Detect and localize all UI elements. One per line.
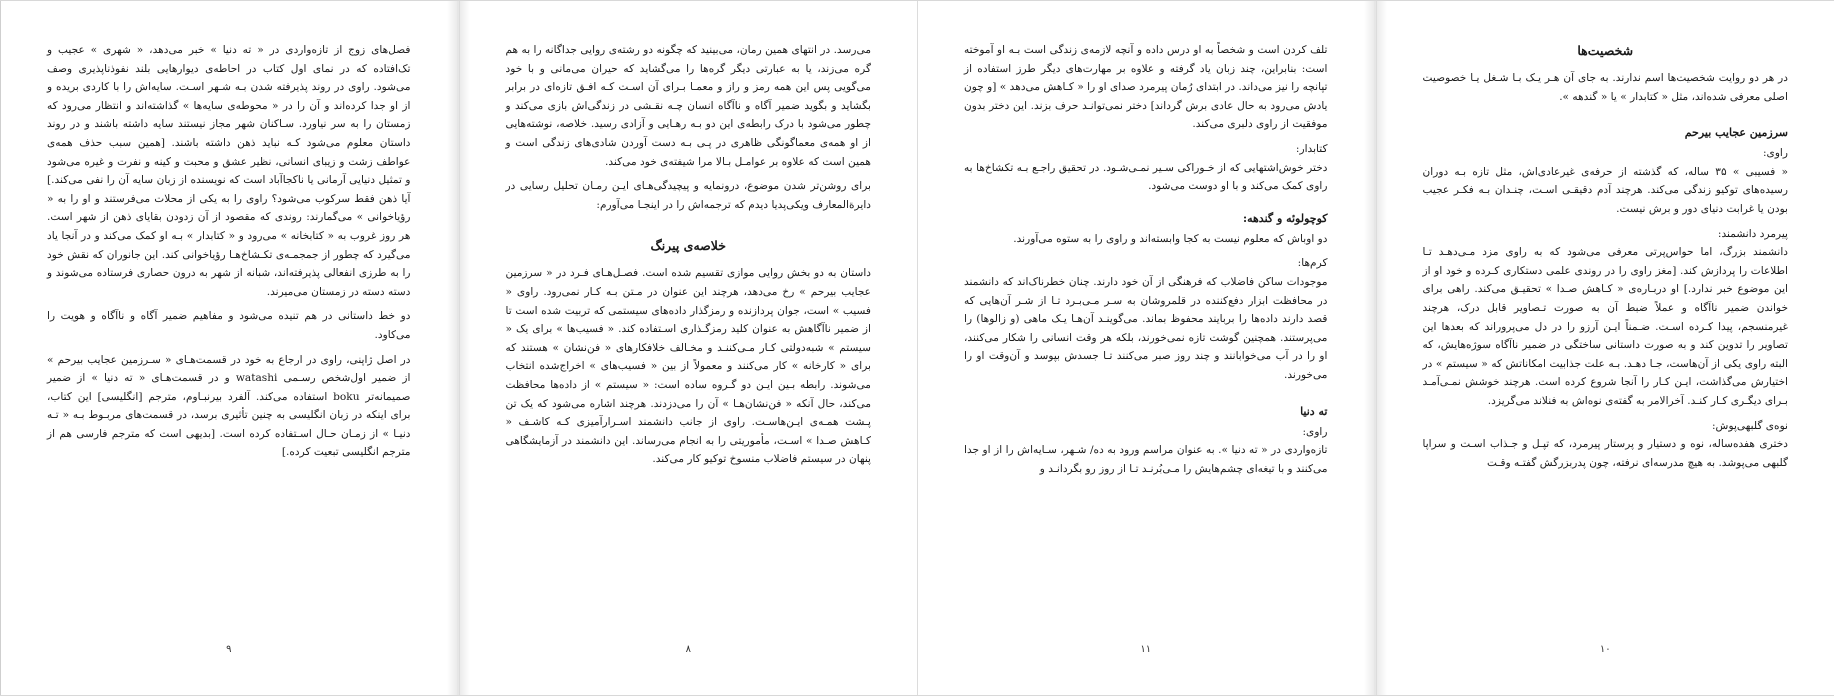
entry-label: نوه‌ی گلبهی‌پوش: — [1711, 419, 1788, 432]
page-number: ۸ — [685, 644, 691, 655]
paragraph: دو خط داستانی در هم تنیده می‌شود و مفاهیم ضمیر آگاه و ناآگاه و هویت را می‌کاود. — [47, 310, 411, 341]
entry-text: تازه‌واردی در « ته دنیا ». به عنوان مراسم ورود به ده/ شـهر، سـایه‌اش را از او جدا می‌کنند و با تیغه‌ای چشم‌هایش را مـی‌بُرنـد تـا از روز رو بگردانـد و — [964, 444, 1328, 475]
paragraph: تلف کردن است و شخصاً به او درس داده و آنچه لازمه‌ی زندگی است بـه او آموخته است: بنابراین، چند زبان یاد گرفته و علاوه بر مهارت‌های دیگر طرز استفاده از تپانچه را نیز می‌داند. در ابتدای رُمان پیرمرد صدای او را « کـاهش می‌دهد » [و چون یادش می‌رود به حال عادی برش گرداند] دختر نمی‌توانـد حرف بزند. این دختر بدون موفقیت از راوی دلبری می‌کند. — [964, 44, 1328, 131]
section-heading: سرزمین عجایب بیرحم — [1684, 126, 1788, 140]
entry-label: پیرمرد دانشمند: — [1717, 227, 1788, 240]
entry-label: کتابدار: — [1295, 142, 1328, 155]
page-number: ۹ — [226, 644, 232, 655]
paragraph: در اصل ژاپنی، راوی در ارجاع به خود در قسمت‌هـای « سـرزمین عجایب بیرحم » از ضمیر اول‌شخص رسـمی watashi و در قسمت‌هـای « ته دنیا » از ضمیر صمیمانه‌تر boku استفاده می‌کند. آلفرد بیرنبـاوم، مترجم [انگلیسی] این کتاب، برای اینکه در زبان انگلیسی به چنین تأثیری برسد، در قسمت‌های مربـوط بـه « تـه دنیـا » از زمـان حـال اسـتفاده کرده است. [بدیهی است که مترجم فارسی هم از مترجم انگلیسی تبعیت کرده.] — [47, 353, 411, 459]
entry-label: کوچولوئه و گندهه: — [1243, 211, 1328, 225]
entry-label: راوی: — [1302, 425, 1328, 438]
page-body — [1423, 41, 1789, 472]
paragraph: داستان به دو بخش روایی موازی تقسیم شده است. فصـل‌هـای فـرد در « سرزمین عجایب بیرحم » رخ می‌دهد، هرچند این عنوان در مـتن بـه کـار نمی‌رود. راوی « فسیب » است، جوان پردازنده و رمزگذار داده‌های سیستمی که تربیت شده است تا از ضمیر ناآگاهش به عنوان کلید رمزگـذاری اسـتفاده کند. « فسیب‌ها » برای یک « سیستم » شبه‌دولتی کـار مـی‌کننـد و مخـالف خلافکارهای « فن‌نشان » هستند که برای « کارخانه » کار می‌کنند و معمولاً از بین « فسیب‌های » اخراج‌شده انتخاب می‌شوند. رابطه بـین ایـن دو گـروه ساده است: « سیستم » از داده‌ها محافظت می‌کند، حال آنکه « فن‌نشان‌هـا » آن را می‌دزدند. هرچند اشاره می‌شود که یک تن پـشت همـه‌ی ایـن‌هاسـت. راوی از جانب دانشمند اسـرارآمیزی کـه کاشـف « کـاهش صـدا » اسـت، مأموریتی را به انجام می‌رساند. این دانشمند در آزمایشگاهی پنهان در سیستم فاضلاب منسوخ توکیو کار می‌کند. — [505, 267, 871, 466]
paragraph: برای روشن‌تر شدن موضوع، درونمایه و پیچیدگی‌هـای ایـن رمـان تحلیل رسایی در دایرةالمعارف ویکی‌پدیا دیدم که ترجمه‌اش را در اینجـا می‌آورم: — [505, 180, 871, 211]
page-number: ۱۰ — [1599, 644, 1611, 655]
paragraph: فصل‌های زوج از تازه‌واردی در « ته دنیا » خبر می‌دهد، « شهری » عجیب و تک‌افتاده که در نمای اول کتاب در احاطه‌ی دیوارهایی بلند نفوذناپذیری وصف می‌شود. راوی در روند پذیرفته شدن بـه شـهر اسـت. سایه‌اش را با کاردی بریده و از او جدا کرده‌اند و آن را در « محوطه‌ی سایه‌ها » گذاشته‌اند و انتظار می‌رود که زمستان را به سر نیاورد. سـاکنان شهر مجاز نیستند سایه داشته باشند و در روند داستان معلوم می‌شود کـه نباید ذهن داشته باشند. [همین سبب حذف همه‌ی عواطف زشت و زیبای انسانی، نظیر عشق و محبت و کینه و نفرت و غیره می‌شود و تمثیل دنیایی آرمانی یا ناکجاآباد است که نویسنده از زبان سایه آن را نفی می‌کند.] آیا ذهن فقط سرکوب می‌شود؟ راوی را به یکی از محلات می‌فرستند و او را به « رؤیاخوانی » می‌گمارند: روندی که مقصود از آن زدودن بقایای ذهن از شهر است. هر روز غروب به « کتابخانه » می‌رود و « کتابدار » بـه او کمک می‌کند و در آنجا یاد می‌گیرد که چطور از جمجمـه‌ی تکـشاخ‌هـا رؤیاخوانی کند. این جانوران که نقش خود را به طرزی انفعالی پذیرفته‌اند، شبانه از شهر به درون حصاری فرستاده می‌شوند و دسته دسته در زمستان می‌میرند. — [47, 44, 411, 298]
paragraph: می‌رسد. در انتهای همین رمان، می‌بینید که چگونه دو رشته‌ی روایی جداگانه را به هم گره می‌زند، یا به عبارتی دیگر گره‌ها را می‌گشاید که حیران می‌مانی و با خود می‌گویی پس این همه رمز و راز و معمـا بـرای آن اسـت کـه افـق تازه‌ای در برابر بگشاید و بگوید ضمیر آگاه و ناآگاه انسان چـه نقـشی در زندگی‌اش بازی می‌کند و چطور می‌شود با درک رابطه‌ی این دو بـه رهـایی و آزادی رسید. خلاصه، نوشته‌هایی از او همه‌ی معماگونگی ظاهری در پـی بـه دست آوردن شادی‌های زندگی است و همین است که علاوه بر عوامـل بـالا مرا شیفته‌ی خود می‌کند. — [505, 44, 871, 168]
page-body — [506, 41, 872, 469]
page-number: ۱۱ — [1140, 644, 1152, 655]
section-heading: خلاصه‌ی پیرنگ — [650, 238, 726, 254]
entry-label: کرم‌ها: — [1297, 257, 1328, 270]
entry-text: موجودات ساکن فاضلاب که فرهنگی از آن خود دارند. چنان خطرناک‌اند که دانشمند در محافظت ابزار دفع‌کننده در قلمروشان به سـر مـی‌بـرد تـا از شـر آن‌هایی که قصد دارند داده‌ها را بربایند محفوظ بماند. می‌گوینـد آن‌هـا یـک ماهی (و زالوها) را می‌پرستند. همچنین گوشت تازه نمی‌خورند، بلکه هر وقت انسانی را شکار می‌کنند، او را در آب می‌خوابانند و چند روز صبر می‌کنند تـا جسدش بپوسد و آن‌وقت او را می‌خورند. — [964, 275, 1328, 381]
page-body — [964, 41, 1328, 478]
paragraph: در هر دو روایت شخصیت‌ها اسم ندارند. به جای آن هـر یـک بـا شـغل یـا خصوصیت اصلی معرفی شده‌اند، مثل « کتابدار » یا « گندهه ». — [1422, 72, 1788, 103]
page-10 — [1376, 1, 1834, 695]
entry-text: دو اوباش که معلوم نیست به کجا وابسته‌اند و راوی را به ستوه می‌آورند. — [1013, 232, 1328, 245]
entry-label: راوی: — [1762, 147, 1788, 160]
entry-text: دانشمند بزرگ، اما حواس‌پرتی معرفی می‌شود که به راوی مزد مـی‌دهـد تـا اطلاعات را پردازش کند. [مغز راوی را در روندی علمی دستکاری کـرده و خود او از این موضوع خبر ندارد.] او دربـاره‌ی « کـاهش صـدا » تحقیـق می‌کند. راهی برای خواندن ضمیر ناآگاه و عملاً ضبط آن به صورت تـصاویر قابل درک، هرچند غیرمنسجم، پیدا کـرده اسـت. ضـمناً ایـن آرزو را در دل می‌پروراند که بعدها این تصاویر را تدوین کند و به صورت داستانی ساختگی در ضمیر ناآگاه سوژه‌هایش، که البته راوی یکی از آن‌هاست، جـا دهـد. بـه علت جذابیت امکاناتش که « سیستم » در اختیارش می‌گذاشت، ایـن کـار را آنجا شروع کرده است. هرچند خوشش نمـی‌آمـد بـرای دیگـری کـار کنـد. آخرالامر به گفته‌ی نوه‌اش به فنلاند می‌گریزد. — [1422, 246, 1788, 407]
entry-text: دختر خوش‌اشتهایی که از خـوراکی سـیر نمـی‌شـود. در تحقیق راجـع بـه تکشاخ‌ها به راوی کمک می‌کند و با او دوست می‌شود. — [964, 161, 1328, 193]
page-9 — [0, 1, 459, 695]
entry-text: دختری هفده‌ساله، نوه و دستیار و پرستار پیرمرد، که تپـل و جـذاب اسـت و سراپا گلبهی می‌پوشد. به هیچ مدرسه‌ای نرفته، چون پدربزرگش گفتـه وقـت — [1422, 438, 1788, 469]
section-heading: ته دنیا — [1300, 404, 1328, 418]
page-11 — [917, 1, 1376, 695]
page-title: شخصیت‌ها — [1577, 43, 1634, 58]
page-8 — [459, 1, 918, 695]
page-body — [47, 41, 411, 462]
entry-text: « فسیبی » ۳۵ ساله، که گذشته از حرفه‌ی غیرعادی‌اش، مثل تازه بـه دوران رسیده‌های توکیو زندگی می‌کند. هرچند آدم دقیقـی اسـت، چنـدان بـه فکـر عجیب بودن یا غرابت دنیای دور و برش نیست. — [1422, 165, 1788, 215]
